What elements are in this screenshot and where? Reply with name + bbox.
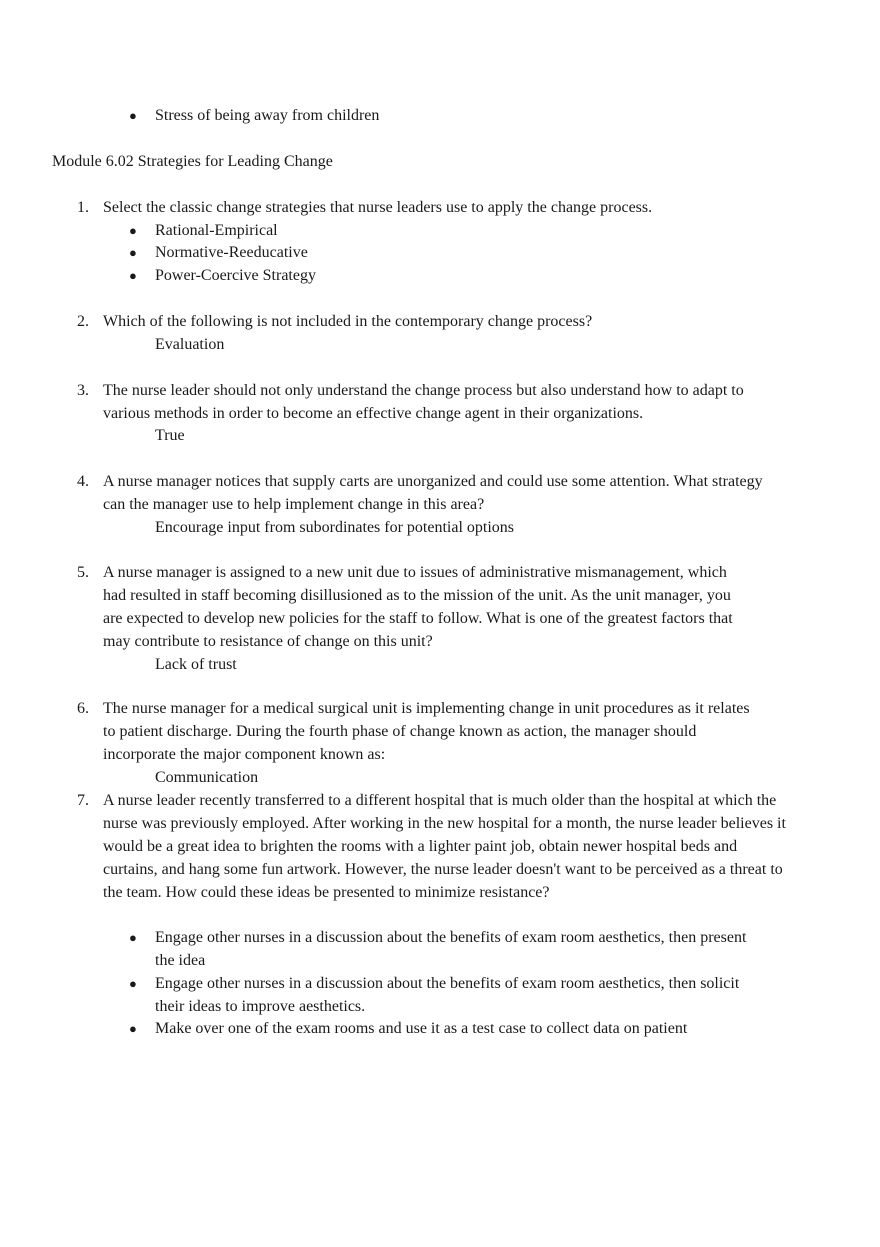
question-number: 4. <box>77 473 89 490</box>
question-number: 2. <box>77 313 89 330</box>
question-number: 7. <box>77 792 89 809</box>
option-item: ● Normative-Reeducative <box>155 241 795 264</box>
option-item: ● Rational-Empirical <box>155 219 795 242</box>
question-text: Select the classic change strategies that nurse leaders use to apply the change process. <box>103 199 653 216</box>
section-heading: Module 6.02 Strategies for Leading Change <box>52 153 333 170</box>
question-1 <box>77 196 793 219</box>
option-item: ● Power-Coercive Strategy <box>155 264 795 287</box>
option-item: ● Engage other nurses in a discussion about the benefits of exam room aesthetics, then present the idea <box>155 926 755 972</box>
question-7 <box>77 789 788 904</box>
question-text: Which of the following is not included in the contemporary change process? <box>103 313 593 330</box>
answer-text: Communication <box>155 769 259 786</box>
question-text: A nurse leader recently transferred to a different hospital that is much older than the hospital at which the nurse was previously employed. After working in the new hospital for a month, the nurse leader believes it would be a great idea to brighten the rooms with a lighter paint job, obtain newer hospital beds and curtains, and hang some fun artwork. However, the nurse leader doesn't want to be perceived as a threat to the team. How could these ideas be presented to minimize resistance? <box>103 792 786 901</box>
answer-text: Evaluation <box>155 336 225 353</box>
question-number: 1. <box>77 199 89 216</box>
option-item: ● Make over one of the exam rooms and use it as a test case to collect data on patient <box>155 1017 775 1040</box>
question-number: 5. <box>77 564 89 581</box>
question-number: 3. <box>77 382 89 399</box>
question-text: The nurse leader should not only understand the change process but also understand how to adapt to various methods in order to become an effective change agent in their organizations. <box>103 382 744 422</box>
question-2 <box>77 310 793 333</box>
question-text: A nurse manager is assigned to a new unit due to issues of administrative mismanagement, which had resulted in staff becoming disillusioned as to the mission of the unit. As the unit manager, you are expected to develop new policies for the staff to follow. What is one of the greatest factors that may contribute to resistance of change on this unit? <box>103 564 733 650</box>
question-text: The nurse manager for a medical surgical unit is implementing change in unit procedures as it relates to patient discharge. During the fourth phase of change known as action, the manager should incorporate the major component known as: <box>103 700 750 763</box>
answer-text: Encourage input from subordinates for potential options <box>155 519 515 536</box>
question-text: A nurse manager notices that supply carts are unorganized and could use some attention. What strategy can the manager use to help implement change in this area? <box>103 473 763 513</box>
question-4 <box>77 470 763 516</box>
question-3 <box>77 379 753 425</box>
answer-text: True <box>155 427 185 444</box>
question-6 <box>77 697 763 766</box>
option-item: ● Engage other nurses in a discussion about the benefits of exam room aesthetics, then solicit their ideas to improve aesthetics. <box>155 972 755 1018</box>
answer-text: Lack of trust <box>155 656 237 673</box>
question-5 <box>77 561 753 653</box>
question-number: 6. <box>77 700 89 717</box>
list-item: ● Stress of being away from children <box>155 104 795 127</box>
